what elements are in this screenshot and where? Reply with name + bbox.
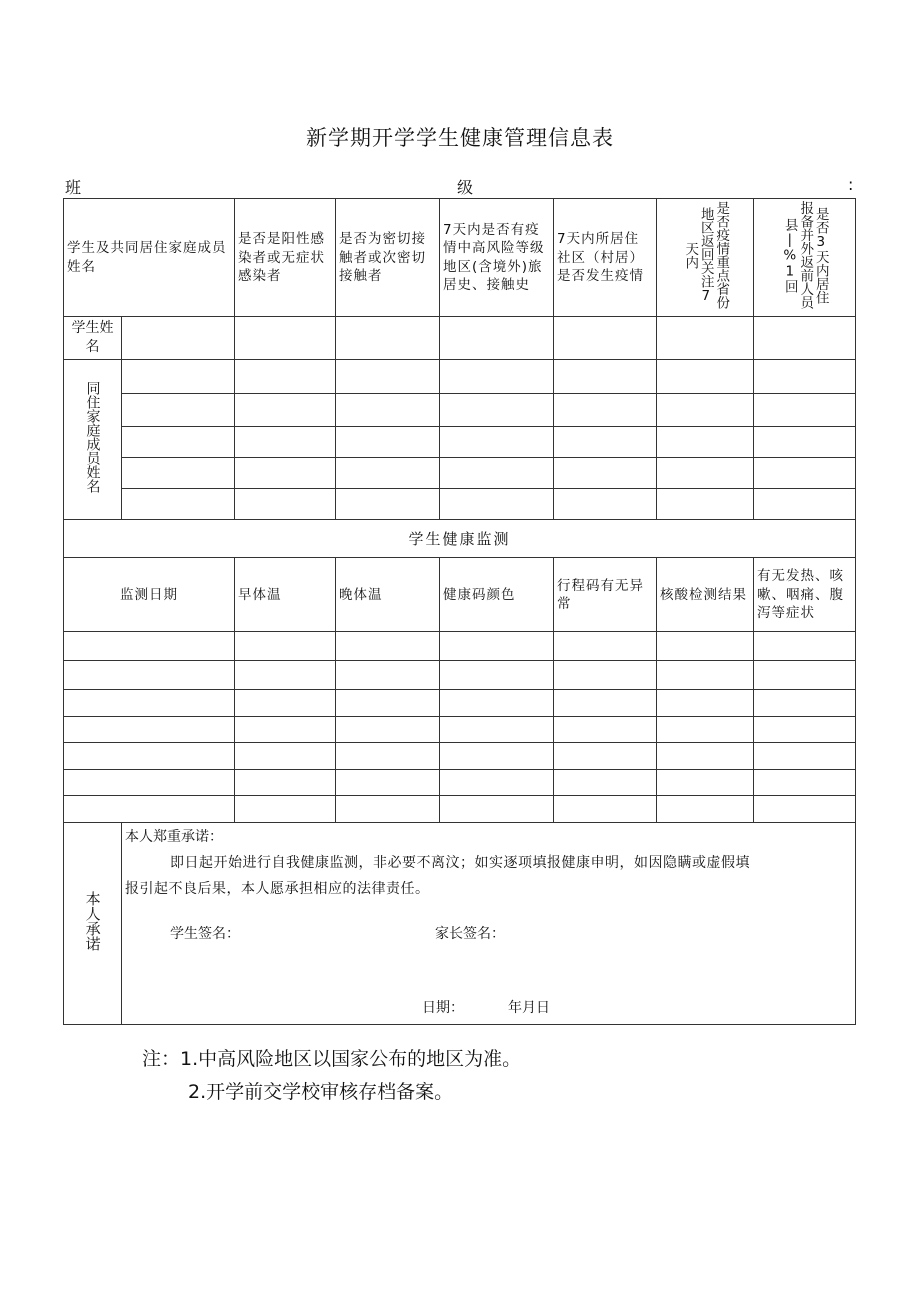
monitor-date-cell[interactable]	[64, 690, 235, 717]
pledge-date-label: 日期：	[422, 1000, 464, 1017]
section-row	[64, 520, 856, 558]
monitor-cell[interactable]	[235, 770, 336, 796]
section-title: 学生健康监测	[64, 520, 856, 558]
student-row	[64, 317, 856, 360]
member-cell[interactable]	[440, 426, 554, 457]
monitor-cell[interactable]	[754, 796, 856, 823]
member-label-cell	[64, 360, 122, 520]
monitor-cell[interactable]	[235, 690, 336, 717]
monitor-cell[interactable]	[554, 661, 657, 690]
monitor-cell[interactable]	[440, 690, 554, 717]
pledge-cell	[122, 823, 856, 1025]
monitor-date-cell[interactable]	[64, 717, 235, 743]
student-cell[interactable]	[657, 317, 754, 360]
member-cell[interactable]	[440, 360, 554, 394]
header-close-contact: 是否为密切接触者或次密切接触者	[336, 199, 440, 317]
monitor-cell[interactable]	[440, 796, 554, 823]
pledge-row	[64, 823, 856, 1025]
member-cell[interactable]	[754, 360, 856, 394]
header-positive: 是否是阳性感染者或无症状感染者	[235, 199, 336, 317]
monitor-row	[64, 632, 856, 661]
header-name: 学生及共同居住家庭成员姓名	[64, 199, 235, 317]
monitor-cell[interactable]	[754, 690, 856, 717]
notes-prefix: 注：	[142, 1048, 181, 1070]
monitor-cell[interactable]	[440, 632, 554, 661]
monitor-cell[interactable]	[440, 743, 554, 770]
monitor-header-morning: 早体温	[235, 558, 336, 632]
monitor-header-symptoms: 有无发热、咳嗽、咽痛、腹泻等症状	[754, 558, 856, 632]
monitor-cell[interactable]	[440, 770, 554, 796]
monitor-cell[interactable]	[657, 632, 754, 661]
header-risk-area: 7天内是否有疫情中高风险等级地区(含境外)旅居史、接触史	[440, 199, 554, 317]
pledge-label: 本人承诺	[83, 891, 102, 952]
member-cell[interactable]	[235, 360, 336, 394]
monitor-row	[64, 717, 856, 743]
monitor-row	[64, 743, 856, 770]
grade-label: 级	[457, 178, 474, 197]
member-row	[64, 426, 856, 457]
member-cell[interactable]	[235, 393, 336, 426]
member-name-cell[interactable]	[122, 489, 235, 520]
monitor-cell[interactable]	[336, 690, 440, 717]
student-cell[interactable]	[235, 317, 336, 360]
monitor-row	[64, 690, 856, 717]
member-cell[interactable]	[554, 489, 657, 520]
monitor-cell[interactable]	[235, 717, 336, 743]
monitor-cell[interactable]	[336, 743, 440, 770]
student-cell[interactable]	[554, 317, 657, 360]
student-cell[interactable]	[440, 317, 554, 360]
member-cell[interactable]	[336, 457, 440, 489]
member-cell[interactable]	[440, 393, 554, 426]
monitor-row	[64, 770, 856, 796]
monitor-cell[interactable]	[336, 717, 440, 743]
monitor-cell[interactable]	[235, 632, 336, 661]
notes	[142, 1043, 521, 1109]
monitor-cell[interactable]	[235, 796, 336, 823]
monitor-date-cell[interactable]	[64, 770, 235, 796]
monitor-cell[interactable]	[336, 632, 440, 661]
monitor-cell[interactable]	[554, 796, 657, 823]
monitor-date-cell[interactable]	[64, 661, 235, 690]
monitor-header-row	[64, 558, 856, 632]
member-label: 同住家庭成员姓名	[84, 381, 101, 493]
member-row	[64, 393, 856, 426]
member-cell[interactable]	[336, 393, 440, 426]
monitor-cell[interactable]	[336, 770, 440, 796]
note-2	[142, 1076, 521, 1109]
member-name-cell[interactable]	[122, 360, 235, 394]
student-name-cell[interactable]	[122, 317, 235, 360]
pledge-intro: 本人郑重承诺：	[125, 829, 223, 846]
monitor-cell[interactable]	[657, 717, 754, 743]
monitor-cell[interactable]	[336, 796, 440, 823]
monitor-cell[interactable]	[754, 661, 856, 690]
header-key-area-text: 是否疫情重点省份地区返回关注7天内	[682, 201, 730, 309]
member-cell[interactable]	[554, 360, 657, 394]
monitor-date-cell[interactable]	[64, 796, 235, 823]
monitor-header-itinerary: 行程码有无异常	[554, 558, 657, 632]
monitor-cell[interactable]	[754, 717, 856, 743]
page-title: 新学期开学学生健康管理信息表	[306, 126, 614, 150]
member-cell[interactable]	[235, 426, 336, 457]
monitor-cell[interactable]	[554, 632, 657, 661]
member-name-cell[interactable]	[122, 393, 235, 426]
member-cell[interactable]	[336, 360, 440, 394]
member-cell[interactable]	[657, 360, 754, 394]
member-cell[interactable]	[440, 457, 554, 489]
monitor-cell[interactable]	[554, 717, 657, 743]
monitor-cell[interactable]	[657, 743, 754, 770]
monitor-cell[interactable]	[657, 770, 754, 796]
monitor-cell[interactable]	[336, 661, 440, 690]
member-cell[interactable]	[336, 426, 440, 457]
header-row	[64, 199, 856, 317]
member-cell[interactable]	[554, 457, 657, 489]
note-1-text: 1.中高风险地区以国家公布的地区为准。	[180, 1048, 522, 1070]
pledge-label-cell	[64, 823, 122, 1025]
note-2-text: 2.开学前交学校审核存档备案。	[188, 1081, 454, 1103]
monitor-header-evening: 晚体温	[336, 558, 440, 632]
pledge-line1: 即日起开始进行自我健康监测，非必要不离汶；如实逐项填报健康申明，如因隐瞒或虚假填	[170, 855, 750, 872]
header-report	[754, 199, 856, 317]
member-cell[interactable]	[754, 393, 856, 426]
monitor-cell[interactable]	[235, 661, 336, 690]
monitor-cell[interactable]	[440, 717, 554, 743]
health-info-table	[63, 198, 856, 1025]
member-cell[interactable]	[754, 489, 856, 520]
member-cell[interactable]	[440, 489, 554, 520]
member-row	[64, 489, 856, 520]
monitor-cell[interactable]	[657, 690, 754, 717]
header-key-area	[657, 199, 754, 317]
member-cell[interactable]	[657, 457, 754, 489]
monitor-row	[64, 796, 856, 823]
pledge-line2: 报引起不良后果，本人愿承担相应的法律责任。	[125, 881, 430, 898]
member-cell[interactable]	[754, 426, 856, 457]
monitor-header-nucleic: 核酸检测结果	[657, 558, 754, 632]
student-label: 学生姓名	[64, 317, 122, 360]
member-row	[64, 457, 856, 489]
monitor-cell[interactable]	[657, 796, 754, 823]
member-cell[interactable]	[554, 393, 657, 426]
member-name-cell[interactable]	[122, 426, 235, 457]
monitor-cell[interactable]	[554, 770, 657, 796]
member-cell[interactable]	[336, 489, 440, 520]
monitor-cell[interactable]	[754, 743, 856, 770]
class-label: 班	[65, 178, 82, 197]
member-cell[interactable]	[554, 426, 657, 457]
monitor-date-cell[interactable]	[64, 743, 235, 770]
member-cell[interactable]	[235, 457, 336, 489]
note-1	[142, 1043, 521, 1076]
monitor-header-date: 监测日期	[64, 558, 235, 632]
member-cell[interactable]	[235, 489, 336, 520]
monitor-cell[interactable]	[235, 743, 336, 770]
pledge-date-value: 年月日	[508, 1000, 550, 1017]
member-cell[interactable]	[657, 393, 754, 426]
member-name-cell[interactable]	[122, 457, 235, 489]
student-cell[interactable]	[754, 317, 856, 360]
monitor-date-cell[interactable]	[64, 632, 235, 661]
member-row	[64, 360, 856, 394]
monitor-row	[64, 661, 856, 690]
student-signature-label: 学生签名：	[170, 926, 240, 943]
header-report-text: 是否3天内居住报备并外返前人员县|%1回	[781, 201, 829, 309]
parent-signature-label: 家长签名：	[435, 926, 505, 943]
student-cell[interactable]	[336, 317, 440, 360]
member-cell[interactable]	[657, 426, 754, 457]
class-colon: :	[848, 175, 854, 194]
monitor-cell[interactable]	[554, 690, 657, 717]
monitor-cell[interactable]	[657, 661, 754, 690]
monitor-header-health-code: 健康码颜色	[440, 558, 554, 632]
monitor-cell[interactable]	[440, 661, 554, 690]
monitor-cell[interactable]	[754, 770, 856, 796]
monitor-cell[interactable]	[754, 632, 856, 661]
member-cell[interactable]	[754, 457, 856, 489]
member-cell[interactable]	[657, 489, 754, 520]
monitor-cell[interactable]	[554, 743, 657, 770]
header-community: 7天内所居住社区（村居）是否发生疫情	[554, 199, 657, 317]
